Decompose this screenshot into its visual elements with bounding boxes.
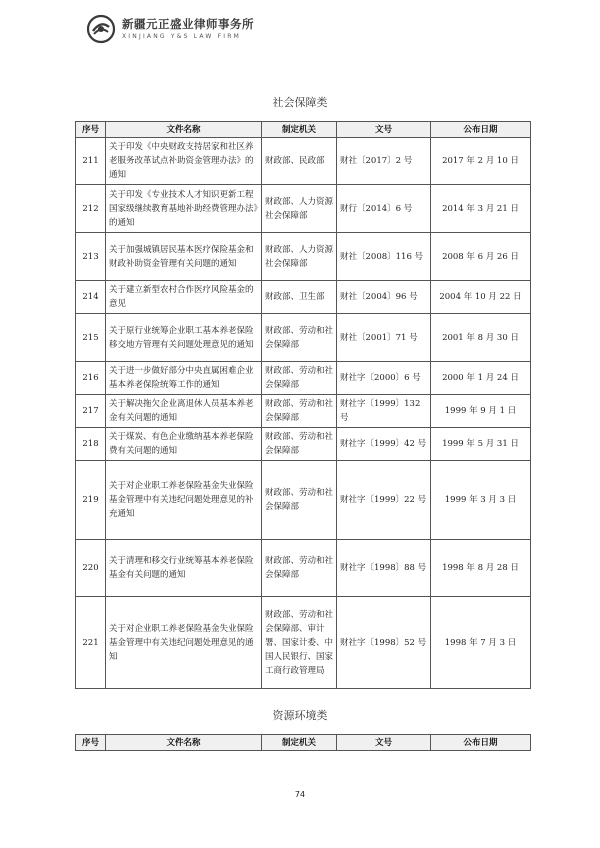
table-header-row — [76, 122, 531, 138]
issuing-authority: 财政部、劳动和社会保障部 — [262, 395, 337, 428]
document-number: 财社字〔1998〕52 号 — [337, 597, 431, 689]
table-row — [76, 540, 531, 597]
table-header-row — [76, 735, 531, 751]
issuing-authority: 财政部、人力资源社会保障部 — [262, 185, 337, 233]
table-row — [76, 395, 531, 428]
row-number: 221 — [76, 597, 106, 689]
firm-logo-icon — [86, 14, 116, 44]
publish-date: 2017 年 2 月 10 日 — [431, 138, 531, 185]
publish-date: 1999 年 3 月 3 日 — [431, 461, 531, 540]
publish-date: 1999 年 5 月 31 日 — [431, 428, 531, 461]
document-number: 财社〔2004〕96 号 — [337, 281, 431, 314]
firm-name-cn: 新疆元正盛业律师事务所 — [122, 17, 254, 31]
section-title-social-security: 社会保障类 — [272, 96, 328, 109]
publish-date: 1999 年 9 月 1 日 — [431, 395, 531, 428]
issuing-authority: 财政部、劳动和社会保障部 — [262, 461, 337, 540]
column-header-date: 公布日期 — [431, 122, 531, 138]
table-row — [76, 314, 531, 362]
row-number: 219 — [76, 461, 106, 540]
publish-date: 2014 年 3 月 21 日 — [431, 185, 531, 233]
document-name: 关于印发《中央财政支持居家和社区养老服务改革试点补助资金管理办法》的通知 — [106, 138, 262, 185]
column-header-doc-no: 文号 — [337, 122, 431, 138]
row-number: 215 — [76, 314, 106, 362]
issuing-authority: 财政部、卫生部 — [262, 281, 337, 314]
publish-date: 1998 年 7 月 3 日 — [431, 597, 531, 689]
row-number: 211 — [76, 138, 106, 185]
document-number: 财社字〔1998〕88 号 — [337, 540, 431, 597]
publish-date: 1998 年 8 月 28 日 — [431, 540, 531, 597]
page-number: 74 — [294, 790, 306, 799]
issuing-authority: 财政部、民政部 — [262, 138, 337, 185]
row-number: 212 — [76, 185, 106, 233]
document-name: 关于建立新型农村合作医疗风险基金的意见 — [106, 281, 262, 314]
issuing-authority: 财政部、劳动和社会保障部 — [262, 428, 337, 461]
document-number: 财行〔2014〕6 号 — [337, 185, 431, 233]
issuing-authority: 财政部、人力资源社会保障部 — [262, 233, 337, 281]
social-security-table — [75, 121, 531, 689]
issuing-authority: 财政部、劳动和社会保障部、审计署、国家计委、中国人民银行、国家工商行政管理局 — [262, 597, 337, 689]
document-number: 财社字〔1999〕132 号 — [337, 395, 431, 428]
document-number: 财社字〔2000〕6 号 — [337, 362, 431, 395]
section-title-resources-environment: 资源环境类 — [272, 709, 328, 722]
table-row — [76, 185, 531, 233]
document-number: 财社字〔1999〕22 号 — [337, 461, 431, 540]
document-name: 关于进一步做好部分中央直属困难企业基本养老保险统筹工作的通知 — [106, 362, 262, 395]
resources-environment-table — [75, 734, 531, 751]
column-header-name: 文件名称 — [106, 735, 262, 751]
issuing-authority: 财政部、劳动和社会保障部 — [262, 540, 337, 597]
document-name: 关于煤炭、有色企业缴纳基本养老保险费有关问题的通知 — [106, 428, 262, 461]
firm-name-en: XINJIANG Y&S LAW FIRM — [122, 33, 241, 40]
document-name: 关于加强城镇居民基本医疗保险基金和财政补助资金管理有关问题的通知 — [106, 233, 262, 281]
publish-date: 2008 年 6 月 26 日 — [431, 233, 531, 281]
column-header-doc-no: 文号 — [337, 735, 431, 751]
row-number: 214 — [76, 281, 106, 314]
publish-date: 2000 年 1 月 24 日 — [431, 362, 531, 395]
document-name: 关于清理和移交行业统筹基本养老保险基金有关问题的通知 — [106, 540, 262, 597]
row-number: 217 — [76, 395, 106, 428]
row-number: 220 — [76, 540, 106, 597]
document-name: 关于原行业统筹企业职工基本养老保险移交地方管理有关问题处理意见的通知 — [106, 314, 262, 362]
table-row — [76, 428, 531, 461]
document-name: 关于解决拖欠企业离退休人员基本养老金有关问题的通知 — [106, 395, 262, 428]
document-number: 财社〔2008〕116 号 — [337, 233, 431, 281]
column-header-no: 序号 — [76, 122, 106, 138]
table-row — [76, 281, 531, 314]
column-header-name: 文件名称 — [106, 122, 262, 138]
publish-date: 2001 年 8 月 30 日 — [431, 314, 531, 362]
row-number: 213 — [76, 233, 106, 281]
document-name: 关于对企业职工养老保险基金失业保险基金管理中有关违纪问题处理意见的通知 — [106, 597, 262, 689]
row-number: 216 — [76, 362, 106, 395]
document-number: 财社〔2001〕71 号 — [337, 314, 431, 362]
column-header-authority: 制定机关 — [262, 735, 337, 751]
row-number: 218 — [76, 428, 106, 461]
document-name: 关于印发《专业技术人才知识更新工程国家级继续教育基地补助经费管理办法》的通知 — [106, 185, 262, 233]
table-row — [76, 362, 531, 395]
document-number: 财社〔2017〕2 号 — [337, 138, 431, 185]
publish-date: 2004 年 10 月 22 日 — [431, 281, 531, 314]
column-header-authority: 制定机关 — [262, 122, 337, 138]
issuing-authority: 财政部、劳动和社会保障部 — [262, 362, 337, 395]
document-name: 关于对企业职工养老保险基金失业保险基金管理中有关违纪问题处理意见的补充通知 — [106, 461, 262, 540]
table-row — [76, 461, 531, 540]
column-header-date: 公布日期 — [431, 735, 531, 751]
table-row — [76, 233, 531, 281]
issuing-authority: 财政部、劳动和社会保障部 — [262, 314, 337, 362]
table-row — [76, 597, 531, 689]
table-row — [76, 138, 531, 185]
column-header-no: 序号 — [76, 735, 106, 751]
document-number: 财社字〔1999〕42 号 — [337, 428, 431, 461]
